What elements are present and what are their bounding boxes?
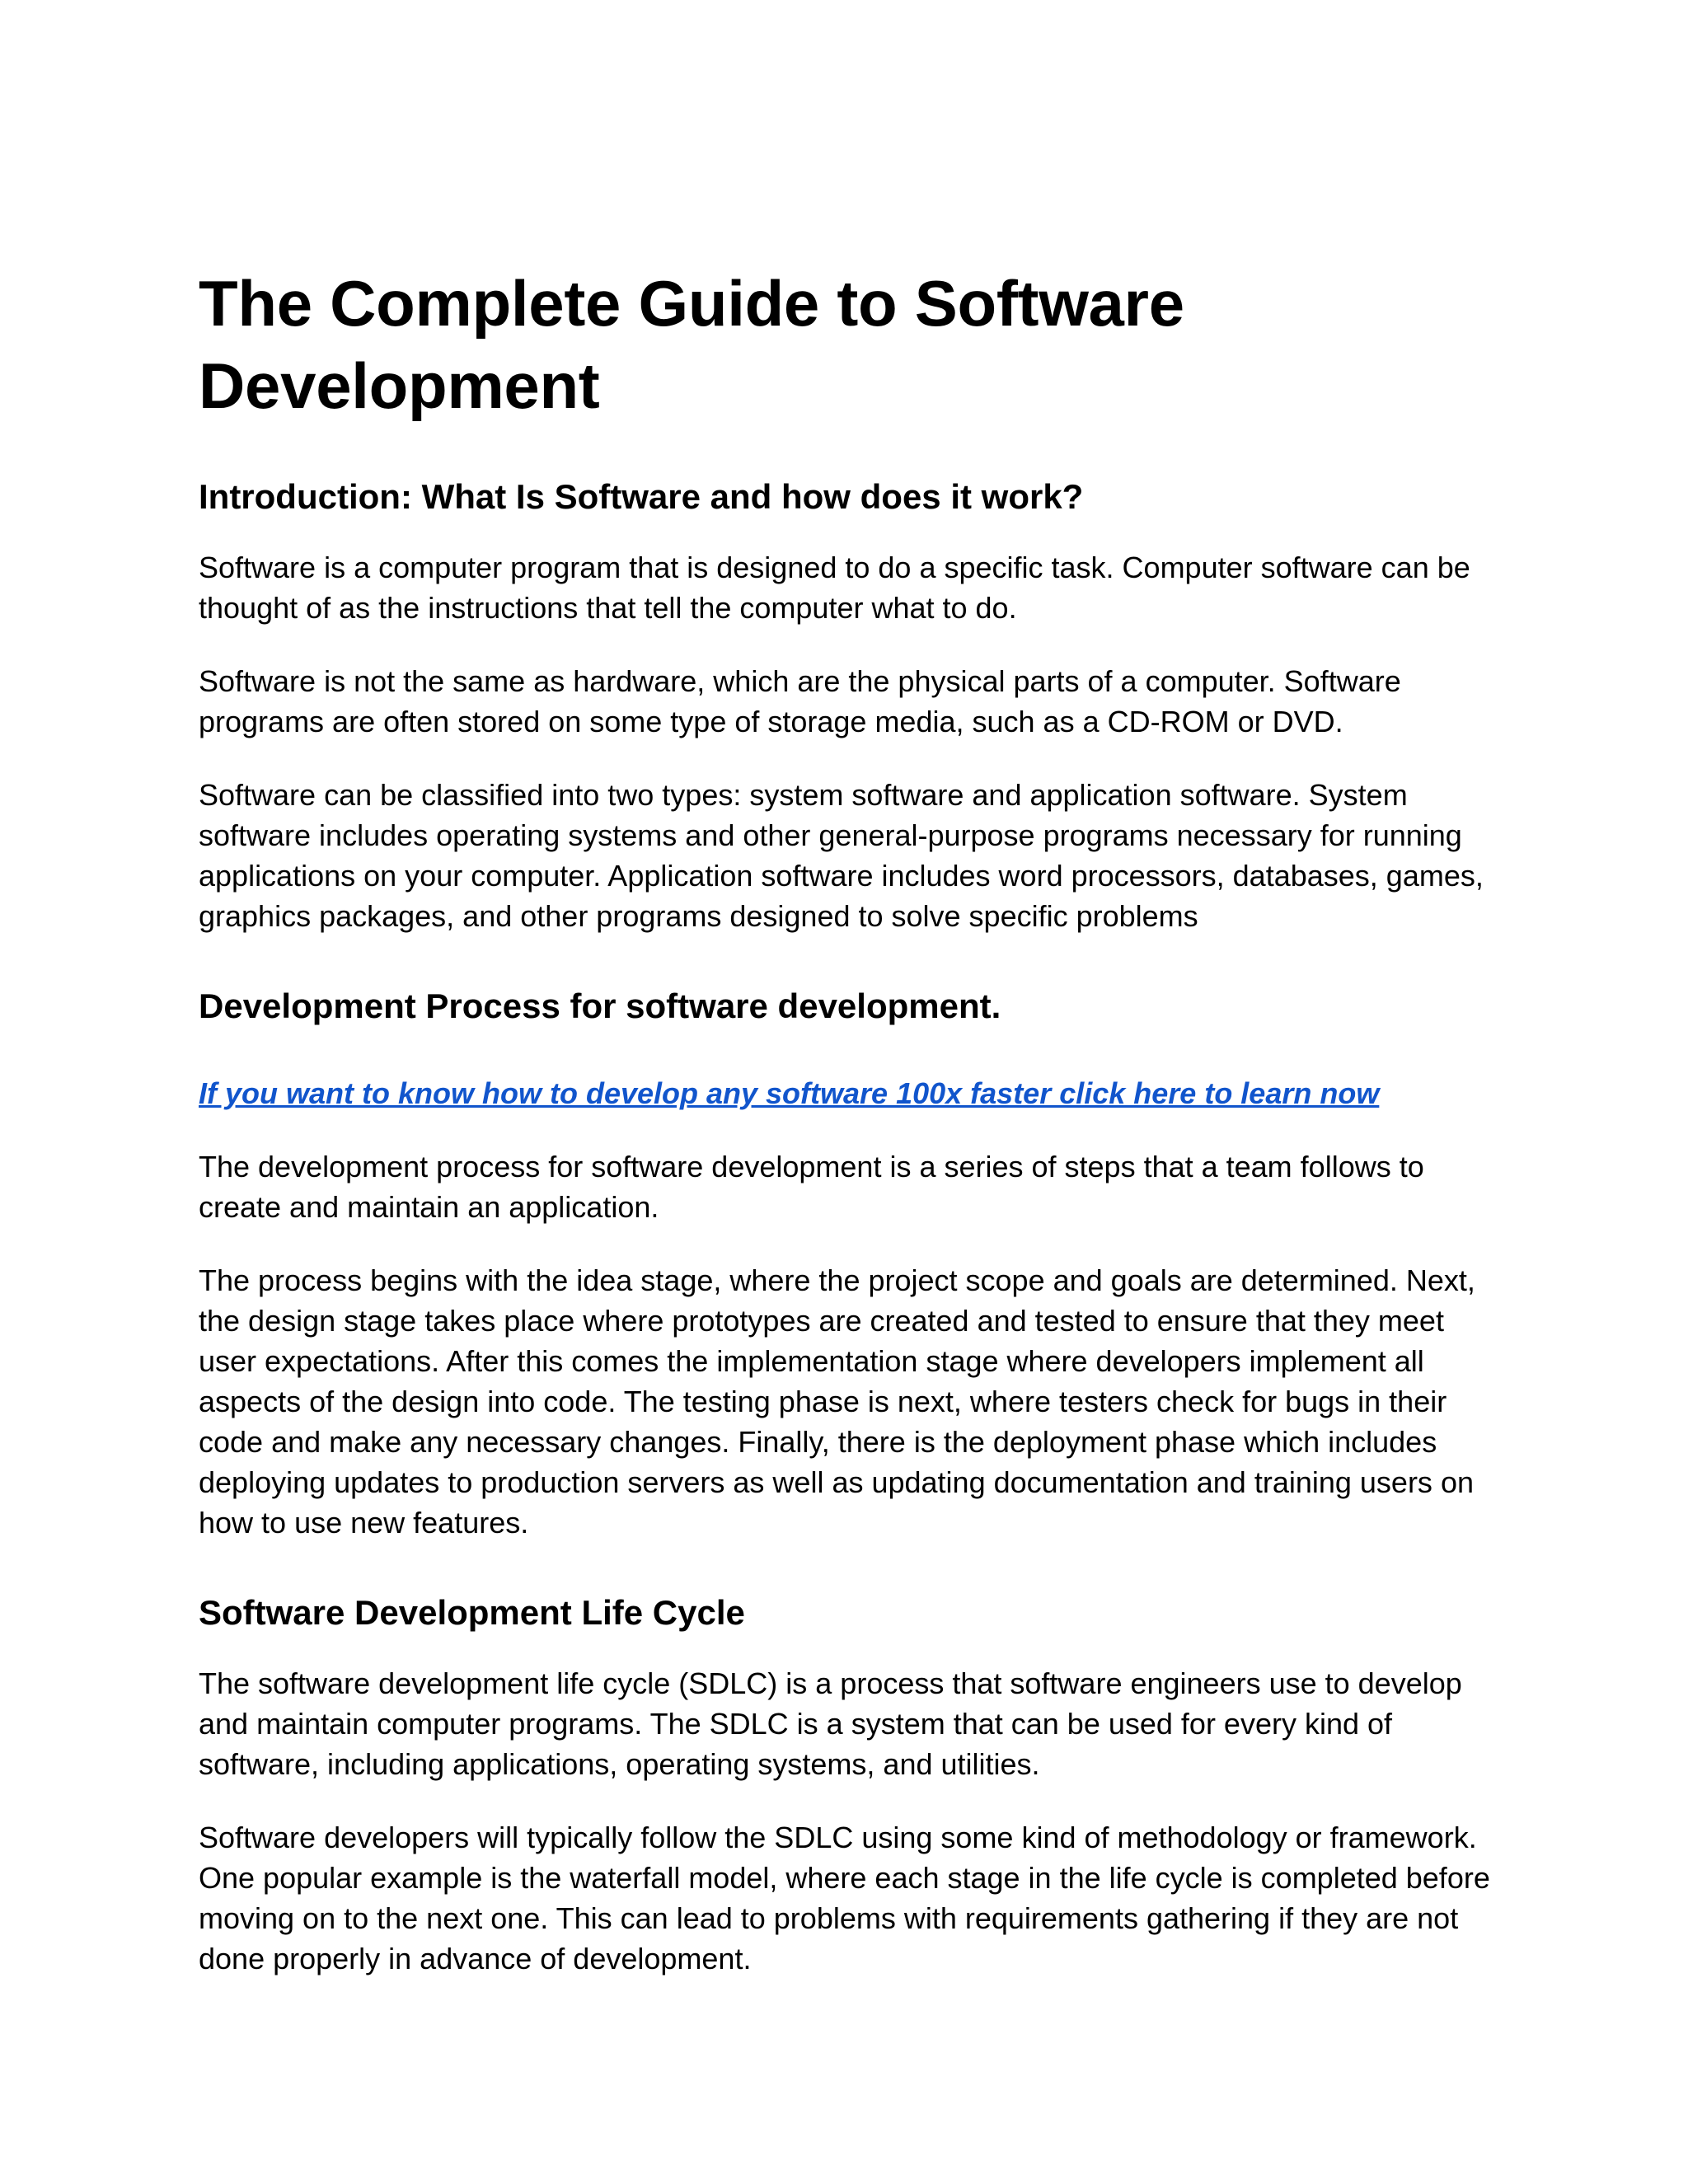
- section-heading-development-process: Development Process for software development.: [199, 987, 1001, 1025]
- page-title: The Complete Guide to Software Development: [199, 267, 1184, 422]
- document-body: [199, 262, 1509, 2012]
- paragraph: Software is a computer program that is designed to do a specific task. Computer software can be thought of as the instructions that tell the computer what to do.: [199, 551, 1470, 625]
- section-heading-sdlc: Software Development Life Cycle: [199, 1593, 745, 1632]
- paragraph: Software is not the same as hardware, which are the physical parts of a computer. Software programs are often stored on some type of storage media, such as a CD-ROM or DVD.: [199, 664, 1401, 738]
- paragraph: The software development life cycle (SDLC) is a process that software engineers use to develop and maintain computer programs. The SDLC is a system that can be used for every kind of software, including applications, operating systems, and utilities.: [199, 1666, 1462, 1781]
- learn-now-link[interactable]: If you want to know how to develop any software 100x faster click here to learn now: [199, 1076, 1380, 1110]
- section-heading-introduction: Introduction: What Is Software and how does it work?: [199, 477, 1084, 516]
- paragraph: The development process for software development is a series of steps that a team follows to create and maintain an application.: [199, 1150, 1424, 1224]
- paragraph: Software developers will typically follow the SDLC using some kind of methodology or framework. One popular example is the waterfall model, where each stage in the life cycle is completed before moving on to the next one. This can lead to problems with requirements gathering if they are not done properly in advance of development.: [199, 1821, 1490, 1975]
- paragraph: Software can be classified into two types: system software and application software. System software includes operating systems and other general-purpose programs necessary for running applications on your computer. Application software includes word processors, databases, games, graphics packages, and other programs designed to solve specific problems: [199, 778, 1484, 933]
- paragraph: The process begins with the idea stage, where the project scope and goals are determined. Next, the design stage takes place where prototypes are created and tested to ensure that they meet user expectations. After this comes the implementation stage where developers implement all aspects of the design into code. The testing phase is next, where testers check for bugs in their code and make any necessary changes. Finally, there is the deployment phase which includes deploying updates to production servers as well as updating documentation and training users on how to use new features.: [199, 1263, 1475, 1540]
